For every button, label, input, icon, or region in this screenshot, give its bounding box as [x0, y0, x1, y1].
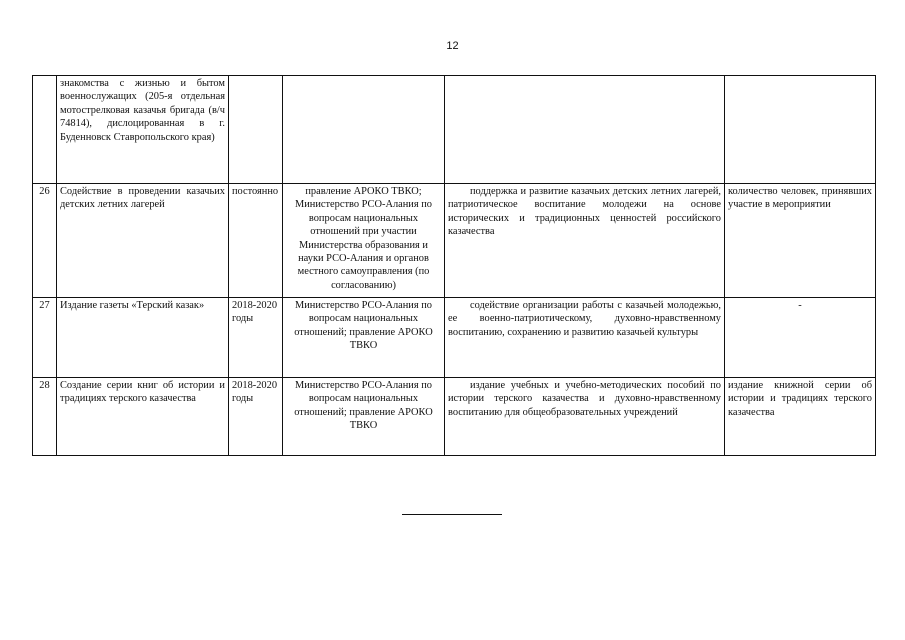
- table-row-27: [33, 298, 876, 378]
- row-number: 26: [33, 184, 57, 298]
- table-row-28: [33, 378, 876, 456]
- event-indicator: количество человек, принявших участие в мероприятии: [725, 184, 876, 298]
- event-executors: Министерство РСО-Алания по вопросам национальных отношений; правление АРОКО ТВКО: [283, 378, 445, 456]
- row-number: 27: [33, 298, 57, 378]
- event-term: 2018-2020 годы: [229, 298, 283, 378]
- footnote-separator-line: [402, 514, 502, 515]
- event-name: Создание серии книг об истории и традициях терского казачества: [57, 378, 229, 456]
- event-executors: правление АРОКО ТВКО; Министерство РСО-Алания по вопросам национальных отношений при участии Министерства образования и науки РСО-Алания и органов местного самоуправления (по согласованию): [283, 184, 445, 298]
- event-result: поддержка и развитие казачьих детских летних лагерей, патриотическое воспитание молодежи на основе исторических и традиционных ценностей российского казачества: [445, 184, 725, 298]
- event-indicator: [725, 76, 876, 184]
- event-result: [445, 76, 725, 184]
- event-term: постоянно: [229, 184, 283, 298]
- row-number: [33, 76, 57, 184]
- event-executors: [283, 76, 445, 184]
- event-executors: Министерство РСО-Алания по вопросам национальных отношений; правление АРОКО ТВКО: [283, 298, 445, 378]
- event-result: издание учебных и учебно-методических пособий по истории терского казачества и духовно-нравственному воспитанию для общеобразовательных учреждений: [445, 378, 725, 456]
- table-row-continuation: [33, 76, 876, 184]
- event-term: 2018-2020 годы: [229, 378, 283, 456]
- action-plan-table: [32, 75, 876, 456]
- event-result: содействие организации работы с казачьей молодежью, ее военно-патриотическому, духовно-нравственному воспитанию, сохранению и развитию казачьей культуры: [445, 298, 725, 378]
- page-number: 12: [446, 40, 459, 52]
- row-number: 28: [33, 378, 57, 456]
- event-term: [229, 76, 283, 184]
- table-row-26: [33, 184, 876, 298]
- event-indicator: -: [725, 298, 876, 378]
- event-name: знакомства с жизнью и бытом военнослужащих (205-я отдельная мотострелковая казачья бригада (в/ч 74814), дислоцированная в г. Буденновск Ставропольского края): [57, 76, 229, 184]
- event-name: Издание газеты «Терский казак»: [57, 298, 229, 378]
- event-indicator: издание книжной серии об истории и традициях терского казачества: [725, 378, 876, 456]
- event-name: Содействие в проведении казачьих детских летних лагерей: [57, 184, 229, 298]
